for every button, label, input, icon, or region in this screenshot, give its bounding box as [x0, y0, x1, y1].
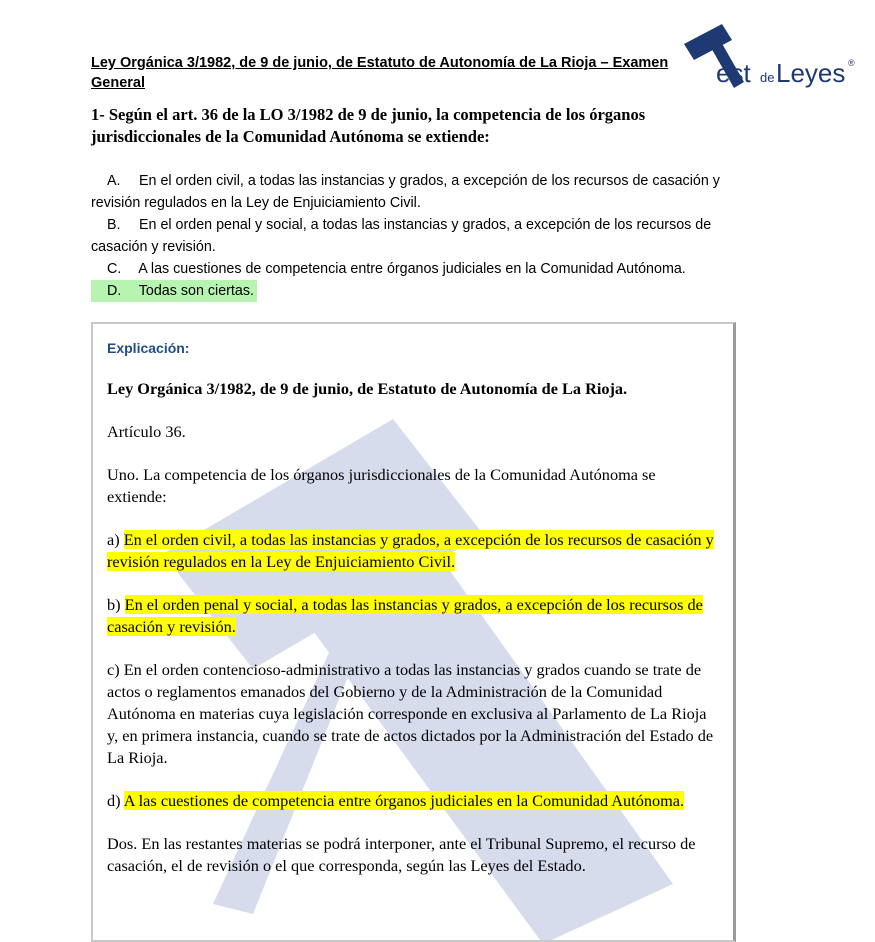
highlighted-text: En el orden penal y social, a todas las instancias y grados, a excepción de los recursos de casación y revisión.	[107, 595, 703, 636]
article-item-b	[107, 594, 717, 638]
document-title: Ley Orgánica 3/1982, de 9 de junio, de Estatuto de Autonomía de La Rioja – Examen General	[91, 55, 669, 91]
question-text: 1- Según el art. 36 de la LO 3/1982 de 9 de junio, la competencia de los órganos jurisdiccionales de la Comunidad Autónoma se extiende:	[91, 105, 646, 146]
item-prefix: b)	[107, 595, 125, 614]
explanation-body	[107, 378, 717, 898]
option-text: A las cuestiones de competencia entre órganos judiciales en la Comunidad Autónoma.	[138, 261, 686, 277]
registered-mark: ®	[848, 58, 855, 68]
option-letter: A.	[107, 173, 121, 189]
option-text: En el orden civil, a todas las instancias y grados, a excepción de los recursos de casación y revisión regulados en la Ley de Enjuiciamiento Civil.	[91, 173, 720, 211]
explanation-box	[91, 322, 736, 942]
option-a[interactable]	[91, 170, 751, 214]
article-item-d	[107, 790, 717, 812]
option-letter: B.	[107, 217, 121, 233]
article-item-a	[107, 529, 717, 573]
article-paragraph-dos: Dos. En las restantes materias se podrá interponer, ante el Tribunal Supremo, el recurso de casación, el de revisión o el que corresponda, según las Leyes del Estado.	[107, 834, 696, 875]
option-text: En el orden penal y social, a todas las instancias y grados, a excepción de los recursos de casación y revisión.	[91, 217, 712, 255]
option-text: Todas son ciertas.	[138, 283, 254, 299]
option-c[interactable]	[91, 258, 751, 280]
logo-text-de: de	[760, 70, 775, 85]
article-number: Artículo 36.	[107, 422, 186, 441]
article-intro: Uno. La competencia de los órganos jurisdiccionales de la Comunidad Autónoma se extiende:	[107, 465, 656, 506]
highlighted-text: A las cuestiones de competencia entre órganos judiciales en la Comunidad Autónoma.	[123, 791, 685, 810]
option-letter: C.	[107, 261, 122, 277]
option-b[interactable]	[91, 214, 751, 258]
item-prefix: a)	[107, 530, 124, 549]
explanation-header: Explicación:	[107, 340, 190, 356]
article-item-c: c) En el orden contencioso-administrativo a todas las instancias y grados cuando se trate de actos o reglamentos emanados del Gobierno y de la Administración de la Comunidad Autónoma en materias cuya legislación corresponde en exclusiva al Parlamento de La Rioja y, en primera instancia, cuando se trate de actos dictados por la Administración del Estado de La Rioja.	[107, 660, 714, 767]
law-title: Ley Orgánica 3/1982, de 9 de junio, de Estatuto de Autonomía de La Rioja.	[107, 379, 628, 398]
option-d-correct[interactable]	[91, 280, 257, 302]
item-prefix: d)	[107, 791, 124, 810]
logo-text-leyes: Leyes	[776, 58, 846, 88]
highlighted-text: En el orden civil, a todas las instancias y grados, a excepción de los recursos de casación y revisión regulados en la Ley de Enjuiciamiento Civil.	[107, 530, 714, 571]
testdeleyes-logo	[672, 16, 867, 96]
logo-text-est: est	[716, 58, 751, 88]
option-letter: D.	[107, 283, 122, 299]
answer-options	[91, 170, 751, 302]
